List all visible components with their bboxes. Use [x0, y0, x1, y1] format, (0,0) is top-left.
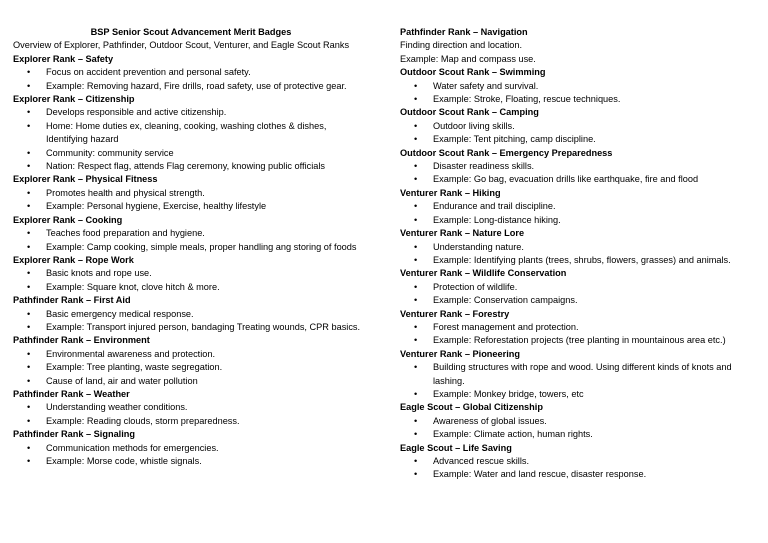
section-heading: Pathfinder Rank – Signaling [13, 429, 136, 440]
section-eagle-scout-global-citizenship [400, 401, 758, 441]
section-heading: Pathfinder Rank – Navigation [400, 27, 528, 37]
section-explorer-rank-cooking [13, 214, 369, 254]
bullet-item: • Example: Identifying plants (trees, shrubs, flowers, grasses) and animals. [400, 254, 758, 267]
bullet-item: • Example: Monkey bridge, towers, etc [400, 388, 758, 401]
bullet-list [13, 227, 369, 254]
left-column [13, 26, 369, 468]
section-heading: Outdoor Scout Rank – Camping [400, 107, 539, 118]
bullet-list [13, 267, 369, 294]
bullet-list [400, 80, 758, 107]
bullet-item: • Example: Go bag, evacuation drills like earthquake, fire and flood [400, 173, 758, 186]
bullet-item: • Example: Reforestation projects (tree planting in mountainous area etc.) [400, 334, 758, 347]
right-column [400, 26, 758, 482]
bullet-item: • Nation: Respect flag, attends Flag ceremony, knowing public officials [13, 160, 369, 173]
bullet-list [400, 281, 758, 308]
bullet-item: • Building structures with rope and wood. Using different kinds of knots and lashing. [400, 361, 758, 388]
document-overview: Overview of Explorer, Pathfinder, Outdoor Scout, Venturer, and Eagle Scout Ranks [13, 40, 350, 51]
bullet-item: • Understanding nature. [400, 241, 758, 254]
bullet-item: • Develops responsible and active citizenship. [13, 106, 369, 119]
bullet-item: • Outdoor living skills. [400, 120, 758, 133]
bullet-item: • Example: Climate action, human rights. [400, 428, 758, 441]
document-title: BSP Senior Scout Advancement Merit Badges [90, 27, 292, 37]
bullet-item: • Example: Morse code, whistle signals. [13, 455, 369, 468]
navigation-example: Example: Map and compass use. [400, 53, 536, 64]
bullet-list [400, 415, 758, 442]
section-heading: Explorer Rank – Citizenship [13, 94, 135, 105]
section-venturer-rank-hiking [400, 187, 758, 227]
bullet-item: • Example: Reading clouds, storm preparedness. [13, 415, 369, 428]
bullet-item: • Communication methods for emergencies. [13, 442, 369, 455]
bullet-item: • Example: Personal hygiene, Exercise, healthy lifestyle [13, 200, 369, 213]
bullet-item: • Disaster readiness skills. [400, 160, 758, 173]
bullet-list [400, 120, 758, 147]
section-outdoor-scout-rank-swimming [400, 66, 758, 106]
bullet-list [13, 308, 369, 335]
section-heading: Pathfinder Rank – Environment [13, 335, 150, 346]
bullet-list [400, 455, 758, 482]
bullet-item: • Endurance and trail discipline. [400, 200, 758, 213]
bullet-list [13, 348, 369, 388]
bullet-item: • Awareness of global issues. [400, 415, 758, 428]
section-heading: Pathfinder Rank – Weather [13, 388, 130, 399]
left-section-list [13, 53, 369, 469]
bullet-item: • Basic knots and rope use. [13, 267, 369, 280]
bullet-item: • Example: Water and land rescue, disaster response. [400, 468, 758, 481]
section-heading: Explorer Rank – Physical Fitness [13, 174, 158, 185]
bullet-item: • Advanced rescue skills. [400, 455, 758, 468]
section-heading: Venturer Rank – Forestry [400, 308, 510, 319]
bullet-list [400, 241, 758, 268]
bullet-list [400, 200, 758, 227]
section-pathfinder-rank-environment [13, 334, 369, 388]
section-heading: Outdoor Scout Rank – Emergency Preparedness [400, 147, 613, 158]
section-venturer-rank-pioneering [400, 348, 758, 402]
bullet-item: • Promotes health and physical strength. [13, 187, 369, 200]
section-venturer-rank-nature-lore [400, 227, 758, 267]
bullet-list [13, 66, 369, 93]
navigation-description: Finding direction and location. [400, 40, 523, 51]
bullet-item: • Home: Home duties ex, cleaning, cooking, washing clothes & dishes, Identifying hazard [13, 120, 369, 147]
section-heading: Eagle Scout – Global Citizenship [400, 402, 543, 413]
bullet-item: • Forest management and protection. [400, 321, 758, 334]
section-explorer-rank-rope-work [13, 254, 369, 294]
section-explorer-rank-physical-fitness [13, 173, 369, 213]
section-heading: Venturer Rank – Nature Lore [400, 228, 525, 239]
section-outdoor-scout-rank-emergency-preparedness [400, 147, 758, 187]
bullet-item: • Environmental awareness and protection. [13, 348, 369, 361]
bullet-list [13, 401, 369, 428]
section-pathfinder-navigation [400, 26, 758, 66]
section-explorer-rank-safety [13, 53, 369, 93]
bullet-list [13, 106, 369, 173]
section-outdoor-scout-rank-camping [400, 106, 758, 146]
section-venturer-rank-wildlife-conservation [400, 267, 758, 307]
bullet-item: • Example: Conservation campaigns. [400, 294, 758, 307]
section-heading: Eagle Scout – Life Saving [400, 442, 512, 453]
bullet-item: • Example: Camp cooking, simple meals, proper handling ang storing of foods [13, 241, 369, 254]
bullet-list [13, 187, 369, 214]
section-heading: Venturer Rank – Pioneering [400, 348, 520, 359]
bullet-item: • Example: Tree planting, waste segregation. [13, 361, 369, 374]
section-pathfinder-rank-signaling [13, 428, 369, 468]
bullet-item: • Community: community service [13, 147, 369, 160]
section-heading: Venturer Rank – Hiking [400, 187, 501, 198]
bullet-list [400, 160, 758, 187]
section-heading: Venturer Rank – Wildlife Conservation [400, 268, 567, 279]
bullet-item: • Water safety and survival. [400, 80, 758, 93]
right-section-list [400, 66, 758, 482]
section-heading: Explorer Rank – Safety [13, 53, 114, 64]
bullet-item: • Cause of land, air and water pollution [13, 375, 369, 388]
bullet-item: • Example: Stroke, Floating, rescue techniques. [400, 93, 758, 106]
section-heading: Outdoor Scout Rank – Swimming [400, 67, 546, 78]
section-heading: Pathfinder Rank – First Aid [13, 295, 131, 306]
bullet-item: • Basic emergency medical response. [13, 308, 369, 321]
bullet-item: • Example: Square knot, clove hitch & more. [13, 281, 369, 294]
bullet-item: • Example: Removing hazard, Fire drills, road safety, use of protective gear. [13, 80, 369, 93]
bullet-item: • Focus on accident prevention and personal safety. [13, 66, 369, 79]
bullet-item: • Understanding weather conditions. [13, 401, 369, 414]
section-eagle-scout-life-saving [400, 442, 758, 482]
bullet-list [400, 361, 758, 401]
bullet-item: • Protection of wildlife. [400, 281, 758, 294]
bullet-item: • Example: Transport injured person, bandaging Treating wounds, CPR basics. [13, 321, 369, 334]
bullet-item: • Example: Tent pitching, camp discipline. [400, 133, 758, 146]
section-venturer-rank-forestry [400, 308, 758, 348]
bullet-list [13, 442, 369, 469]
bullet-list [400, 321, 758, 348]
section-explorer-rank-citizenship [13, 93, 369, 173]
bullet-item: • Example: Long-distance hiking. [400, 214, 758, 227]
section-pathfinder-rank-weather [13, 388, 369, 428]
section-pathfinder-rank-first-aid [13, 294, 369, 334]
section-heading: Explorer Rank – Cooking [13, 214, 123, 225]
section-heading: Explorer Rank – Rope Work [13, 254, 134, 265]
bullet-item: • Teaches food preparation and hygiene. [13, 227, 369, 240]
